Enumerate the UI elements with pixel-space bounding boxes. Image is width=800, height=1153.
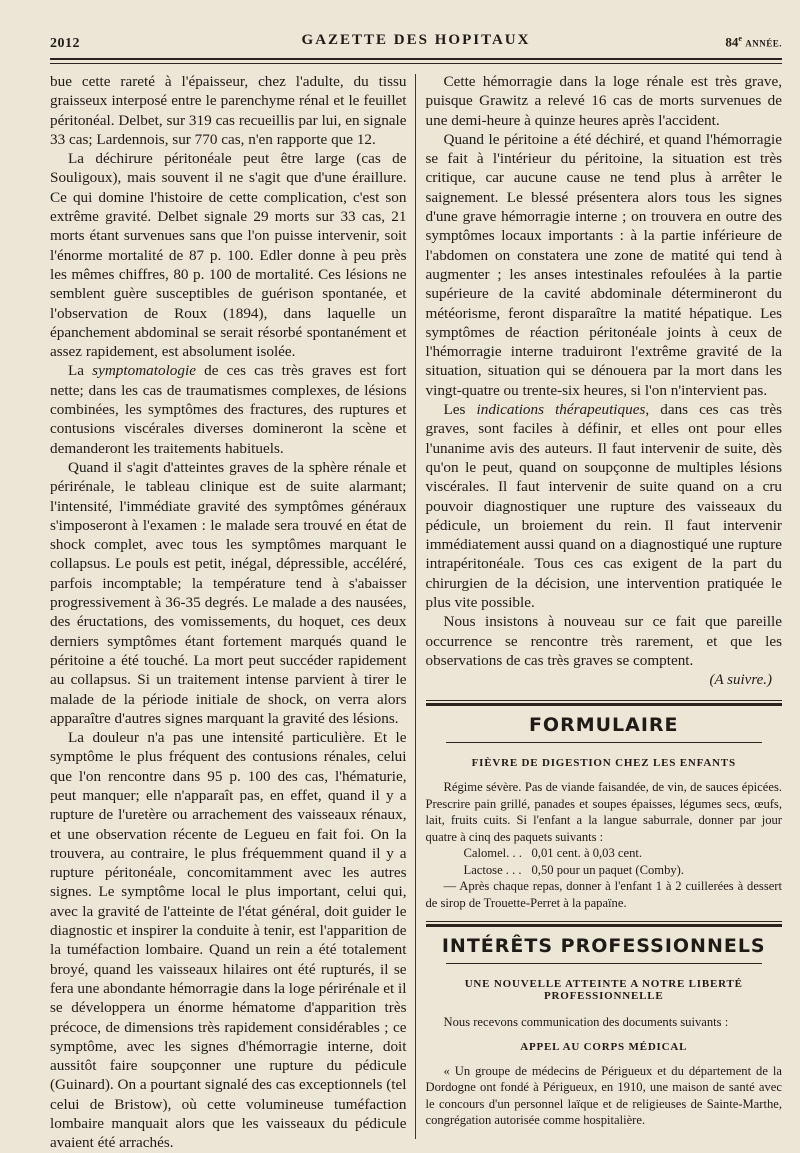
right-paragraph-1: Cette hémorragie dans la loge rénale est très grave, puisque Grawitz a relevé 16 cas de morts survenues de une demi-heure à quinze heures après l'accident.	[425, 73, 782, 129]
year-word: ANNÉE.	[745, 38, 782, 49]
left-paragraph-4: Quand il s'agit d'atteintes graves de la sphère rénale et périrénale, le tableau clinique est de suite alarmant; l'intensité, l'immédiate gravité des symptômes généraux s'imposeront à l'examen : le malade sera trouvé en état de shock complet, avec tous les symptômes marquant le collapsus. Le pouls est petit, inégal, dépressible, accéléré, parfois incomptable; la température tend à s'abaisser progressivement à 36-35 degrés. Le malade a des nausées, des éructations, des vomissements, du hoquet, ces deux derniers symptômes étant fortement marqués quand le péritoine a été touché. La mort peut succéder rapidement au collapsus. Si un traitement intense parvient à tirer le malade de la période initiale de shock, on verra alors apparaître d'autres signes marquant la gravité des lésions.	[50, 458, 407, 727]
interets-underline	[446, 963, 763, 964]
section-rule-top-2	[426, 921, 783, 922]
dose-line-1	[426, 845, 783, 862]
left-p3-post: de ces cas très graves est fort nette; dans les cas de traumatismes complexes, de lésions combinées, les symptômes des fractures, des ruptures et contusions viscérales diverses domineront la scène et demanderont les traitements habituels.	[50, 362, 407, 457]
dose-line-2	[426, 862, 783, 879]
header-rule	[50, 58, 782, 64]
columns	[50, 72, 782, 1153]
left-p3-pre: La	[68, 362, 93, 380]
section-rule-thick	[426, 703, 783, 706]
formulaire-underline	[446, 742, 763, 743]
interets-subheading	[426, 978, 783, 1002]
year-superscript: e	[738, 34, 742, 43]
left-paragraph-1: bue cette rareté à l'épaisseur, chez l'adulte, du tissu graisseux interposé entre le parenchyme rénal et le feuillet péritonéal. Delbet, sur 319 cas recueillis par lui, en signale 33 cas; Lardennois, sur 770 cas, n'en rapporte que 12.	[50, 73, 407, 148]
right-paragraph-2: Quand le péritoine a été déchiré, et quand l'hémorragie se fait à l'intérieur du péritoine, la situation est très critique, car aucune cause ne tend plus à arrêter le saignement. Le blessé présentera alors tous les signes d'une grave hémorragie interne ; on trouvera en outre des symptômes locaux importants : à la partie inférieure de l'abdomen on constatera une zone de matité qui tend à augmenter ; les anses intestinales refoulées à la partie supérieure de la cavité abdominale détermineront du météorisme, feront disparaître la matité hépatique. Les symptômes de réaction péritonéale joints à ceux de l'hémorragie interne traduiront l'extrême gravité de la situation, situation qui se dénouera par la mort dans les vingt-quatre ou trente-six heures, si l'on n'intervient pas.	[425, 130, 782, 399]
right-p3-emphasis: indications thérapeutiques	[476, 401, 646, 419]
signature-text: (A suivre.)	[709, 672, 772, 689]
left-paragraph-3	[50, 361, 407, 457]
dose-2-quantity: 0,50 pour un paquet (Comby).	[531, 862, 685, 877]
page-header	[50, 28, 782, 52]
interets-heading: INTÉRÊTS PROFESSIONNELS	[441, 935, 766, 958]
formulaire-subheading: FIÈVRE DE DIGESTION CHEZ LES ENFANTS	[471, 757, 736, 770]
dose-2-name: Lactose . . .	[463, 862, 522, 877]
dose-1-name: Calomel. . .	[463, 846, 522, 861]
left-paragraph-5: La douleur n'a pas une intensité particulière. Et le symptôme le plus fréquent des contusions rénales, celui que l'on rencontre dans 95 p. 100 des cas, l'hématurie, peut manquer; elle n'apparaît pas, en effet, quand il y a rupture de l'uretère ou arrachement des vaisseaux rénaux, et une observation récente de Legueu en fait foi. On la trouvera, au contraire, le plus fréquemment quand il y a rupture péritonéale, concomitamment avec les autres signes. Le symptôme local le plus important, celui qui, avec la gravité de l'atteinte de l'état général, doit guider le diagnostic et inspirer la conduite à tenir, est l'apparition de la tuméfaction lombaire. Quand un rein a été totalement broyé, quand les vaisseaux hilaires ont été rupturés, il se fera une abondante hémorragie dans la loge périrénale et il se développera un énorme hématome d'apparition très précoce, de dimensions très rapidement considérables ; ce symptôme, avec les signes d'hémorragie interne, doit aussitôt faire soupçonner une rupture du pédicule (Guinard). On a pourtant signalé des cas exceptionnels (tel celui de Bristow), où cette volumineuse tuméfaction lombaire manquait alors que les vaisseaux du pédicule avaient été arrachés.	[50, 729, 407, 1152]
interets-subheading-line-1: UNE NOUVELLE ATTEINTE A NOTRE LIBERTÉ	[464, 978, 743, 991]
formulaire-paragraph-1: Régime sévère. Pas de viande faisandée, de vin, de sauces épicées. Prescrire pain grillé, panades et soupes épaisses, légumes secs, œufs, lait, fruits cuits. Si l'enfant a la langue saburrale, donner par jour quatre à cinq des paquets suivants :	[425, 780, 782, 844]
interets-paragraph-2: « Un groupe de médecins de Périgueux et du département de la Dordogne ont fondé à Périgueux, en 1910, une maison de santé avec le concours d'un personnel laïque et de religieuses de Sainte-Marthe, congrégation autorisée comme hospitalière.	[425, 1063, 782, 1128]
year-label	[725, 34, 782, 50]
interets-body	[426, 1014, 783, 1129]
formulaire-paragraph-2: — Après chaque repas, donner à l'enfant 1 à 2 cuillerées à dessert de sirop de Trouette-Perret à la papaïne.	[425, 879, 782, 910]
right-p3-post: , dans ces cas très graves, sont faciles à définir, et elles ont pour elles l'unanime avis des auteurs. Il faut intervenir de suite, dès qu'on le peut, quand on soupçonne de multiples lésions viscérales. Il faut intervenir de suite quand on a cru pouvoir diagnostiquer une rupture des vaisseaux du pédicule, un broiement du rein. Il faut intervenir immédiatement aussi quand on a diagnostiqué une rupture intrapéritonéale. Tous ces cas exigent de la part du chirurgien de la décision, une intervention pratiquée le plus vite possible.	[425, 401, 782, 612]
right-column	[416, 72, 783, 1153]
right-paragraph-3	[426, 400, 783, 612]
interets-subheading-line-2: PROFESSIONNELLE	[543, 990, 664, 1003]
spacer	[426, 1031, 783, 1037]
section-rule-thick-2	[426, 924, 783, 927]
formulaire-heading: FORMULAIRE	[528, 714, 679, 737]
dose-1-quantity: 0,01 cent. à 0,03 cent.	[531, 846, 643, 861]
appel-subheading: APPEL AU CORPS MÉDICAL	[520, 1040, 688, 1053]
section-rule-top	[426, 700, 783, 701]
journal-title: GAZETTE DES HOPITAUX	[301, 32, 531, 48]
left-p3-emphasis: symptomatologie	[92, 362, 196, 380]
year-number: 84	[725, 34, 739, 50]
right-p3-pre: Les	[443, 401, 477, 419]
page-number: 2012	[50, 36, 80, 51]
right-paragraph-4: Nous insistons à nouveau sur ce fait que pareille occurrence se rencontre très rarement, et que les observations de cas très graves se comptent.	[425, 613, 782, 669]
left-column	[50, 72, 415, 1153]
article-signature	[426, 671, 783, 690]
interets-paragraph-1: Nous recevons communication des documents suivants :	[443, 1015, 729, 1030]
formulaire-body	[426, 779, 783, 911]
left-paragraph-2: La déchirure péritonéale peut être large (cas de Souligoux), mais souvent il ne s'agit que d'une éraillure. Ce qui domine l'histoire de cette complication, c'est son extrême gravité. Delbet signale 29 morts sur 33 cas, 21 morts étant survenues sans que l'on puisse intervenir, soit l'énorme mortalité de 87 p. 100. Edler donne à peu près les mêmes chiffres, 80 p. 100 de mortalité. Ces lésions ne semblent guère susceptibles de guérison spontanée, et l'observation de Roux (1894), dans laquelle un épanchement abdominal se serait résorbé spontanément et assez rapidement, est absolument isolée.	[50, 150, 407, 361]
